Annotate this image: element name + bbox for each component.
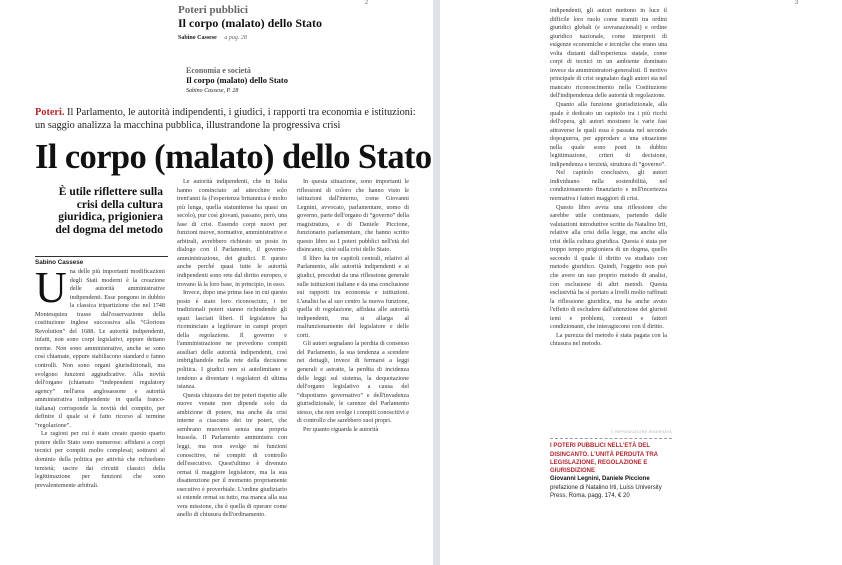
snippet-pageref: a pag. 28: [224, 35, 247, 41]
kicker-label: Poteri.: [35, 107, 65, 118]
book-authors: Giovanni Legnini, Daniele Piccione: [550, 476, 650, 483]
paragraph: Le autorità indipendenti, che in Italia hanno cominciato ad attecchire solo trent'anni fa (l'esperienza britannica è molto più lunga, quella statunitense ha quasi un secolo), pur così giovani, passano, però, una fase di crisi. Essendo corpi nuovi per funzioni nuove, normative, amministrative e arbitrali, avrebbero richiesto un posto in dialogo con il Parlamento, il governo-amministrazione, dei giudici. E questo anche perché quasi tutte le autorità indipendenti sono rete dal diritto europeo, e trovano là la loro base, in principio, in esso.: [177, 178, 287, 288]
article-column-4: [550, 7, 667, 349]
paragraph-text: na delle più importanti modificazioni degli Stati moderni è la creazione delle autorità amministrative indipendenti. Esse pongono in dubbio la classica tripartizione che nel 1748 Montesquieu trasse dall'osservazione della costituzione inglese successiva alla “Glorious Revolution” del 1688. Le autorità indipendenti, infatti, non sono corpi legislativi, eppure dettano norme. Non sono amministrative, anche se sono così chiamate, eppure stabiliscono standard e fanno controlli. Non sono organi giurisdizionali, ma svolgono funzioni aggiudicative. Alla novità dell'organo (chiamato “independent regulatory agency” nell'area anglosassone e autorità amministrativa indipendente in quella franco-italiana) corrisponde la novità del compito, per definire il quale si è fatto ricorso al termine “regolazione”.: [35, 268, 165, 429]
divider: [550, 438, 672, 439]
right-page: [440, 0, 842, 565]
paragraph: Invece, dopo una prima fase in cui questo posto è stato loro riconosciuto, i tre tradizionali poteri stanno richiudendo gli spazi lasciati liberi. Il legislatore ha ricominciato a legiferare in campi propri della regolazione. Il governo e l'amministrazione ne prevedono compiti ausiliari delle autorità indipendenti, così imbrigliandole nella rete della decisione politica. I giudici non si autolimitano e tendono a diventare i regolatori di ultima istanza.: [177, 289, 287, 391]
page-number-left: 2: [365, 0, 369, 6]
article-subtitle: È utile riflettere sulla crisi della cultura giuridica, prigioniera del dogma del metodo: [55, 186, 163, 236]
snippet-author: Sabino Cassese: [178, 35, 217, 41]
article-column-3: [297, 178, 409, 434]
kicker-text: Il Parlamento, le autorità indipendenti, i giudici, i rapporti tra economia e istituzioni: un saggio analizza la macchina pubblica, illustrandone la progressiva crisi: [35, 107, 416, 131]
snippet-headline: Il corpo (malato) dello Stato: [178, 16, 322, 30]
paragraph: Le ragioni per cui è stato creato questo quarto potere dello Stato sono numerose: affidarsi a corpi tecnici per compiti molto complessi; sottrarsi al dominio della politica per attività che richiedono terzietà; uscire dai circuiti classici della legittimazione per funzioni che sono prevalentemente arbitrali.: [35, 430, 165, 489]
paragraph: Il libro ha tre capitoli centrali, relativi al Parlamento, alle autorità indipendenti e ai giudici, preceduti da una riflessione generale sulle istituzioni italiane e da una conclusione sui rapporti tra economia e istituzioni. L'analisi ha al suo centro la nuova funzione, quella di regolazione, affidata alle autorità indipendenti, ma si allarga al malfunzionamento del legislatore e delle corti.: [297, 254, 409, 339]
page-number-right: 3: [795, 0, 799, 6]
paragraph: In questa situazione, sono importanti le riflessioni di coloro che hanno visto le istituzioni dall'interno, come Giovanni Legnini, avvocato, parlamentare, uomo di governo, parte dell'organo di “governo” della magistratura, e di Daniele Piccione, funzionario parlamentare, che hanno scritto questo libro su I poteri pubblici nell'età del disincanto, cioè sulla crisi dello Stato.: [297, 178, 409, 254]
snippet-headline: Il corpo (malato) dello Stato: [186, 75, 288, 85]
copyright-notice: © RIPRODUZIONE RISERVATA: [610, 430, 672, 434]
paragraph: Per quanto riguarda le autorità: [303, 425, 379, 433]
paragraph: Questo libro avvia una riflessione che sarebbe utile continuare, partendo dalle valutazioni introduttive scritte da Natalino Irti, relative alla crisi della legge, ma anche alla crisi della cultura giuridica. Questa è stata per troppo tempo prigioniera di un dogma, quello secondo il quale il diritto va studiato con metodo giuridico. Quindi, l'oggetto non può che avere un suo proprio metodo di analisi, con esclusione di altri metodi. Questa esclusività ha sì portato a livelli molto raffinati la riflessione giuridica, ma ha anche avuto l'effetto di escludere dall'attenzione dei giuristi temi e problemi, contesti e fattori condizionanti, che interagiscono con il diritto.: [550, 203, 667, 331]
book-details: prefazione di Natalino Irti, Luiss University Press, Roma, pagg. 174, € 20: [550, 484, 662, 500]
search-snippet-large[interactable]: [178, 4, 338, 41]
snippet-section: Economia e società: [186, 66, 251, 75]
book-info-box: [550, 428, 672, 500]
drop-cap: U: [35, 263, 67, 312]
search-snippet-small[interactable]: [186, 66, 316, 94]
paragraph: Gli autori segnalano la perdita di consenso del Parlamento, la sua tendenza a scendere nei dettagli, invece di fermarsi a leggi generali e astratte, la perdita di incidenza delle leggi sul sistema, la dequotazione dell'organo legislativo a causa del “dispotismo governativo” e dell'invadenza giurisdizionale, le carenze del Parlamento stesso, che non svolge i compiti conoscitivi e di controllo che sarebbero suoi propri.: [297, 340, 409, 425]
paragraph: indipendenti, gli autori mettono in luce il difficile loro ruolo come tramiti tra ordini giuridici globali (e sovranazionali) e ordine giuridico nazionale, come interpreti di esigenze economiche e tecniche che erano una volta distanti dall'esperienza statale, come corpi di tecnici in un ambiente dominato invece da amministratori-generalisti. Il motivo principale di crisi segnalato dagli autori sta nel mancato riconoscimento nella Costituzione dell'indipendenza delle autorità di regolazione.: [550, 7, 667, 100]
book-title: I POTERI PUBBLICI NELL'ETÀ DEL DISINCANTO. L'UNITÀ PERDUTA TRA LEGISLAZIONE, REGOLAZIONE E GIURISDIZIONE: [550, 443, 658, 475]
page-gutter: [433, 0, 440, 565]
paragraph: Questa chiusura dei tre poteri rispetto alle nuove venute non dipende solo da ambizione di potere, ma anche da crisi interne a ciascuno dei tre poteri, che sembrano muoversi senza una propria bussola. Il Parlamento amministra con leggi, ma non svolge né funzioni conoscitive, né compiti di controllo dell'esecutivo. Quest'ultimo è divenuto ormai il maggiore legislatore, ma la sua disattenzione per il momento propriamente esecutivo è proverbiale. L'ordine giudiziario si estende ormai su tutto, ma manca alla sua vera missione, che è quella di operare come anello di chiusura dell'ordinamento.: [177, 391, 287, 519]
paragraph: Quanto alla funzione giurisdizionale, alla quale è dedicato un capitolo tra i più ricchi dell'opera, gli autori mostrano le varie fasi attraverso le quali essa è passata nel secondo dopoguerra, per approdare a una situazione nella quale sono posti in dubbio legittimazione, criteri di decisione, indipendenza e terzietà, struttura di “governo”.: [550, 101, 667, 168]
article-title: Il corpo (malato) dello Stato: [35, 138, 432, 176]
snippet-byline: [178, 35, 338, 41]
snippet-section: Poteri pubblici: [178, 4, 248, 16]
article-column-1: [35, 263, 165, 490]
paragraph: La purezza del metodo è stata pagata con la chiusura nel metodo.: [550, 331, 667, 348]
paragraph: [35, 263, 165, 430]
article-kicker: [35, 107, 420, 132]
article-author: Sabino Cassese: [35, 256, 168, 266]
paragraph: Nel capitolo conclusivo, gli autori individuano nella sostenibilità, nel condizionamento finanziario e nell'incertezza normativa i fattori maggiori di crisi.: [550, 169, 667, 203]
article-column-2: [177, 178, 287, 520]
snippet-byline: Sabino Cassese, P. 28: [186, 88, 239, 94]
